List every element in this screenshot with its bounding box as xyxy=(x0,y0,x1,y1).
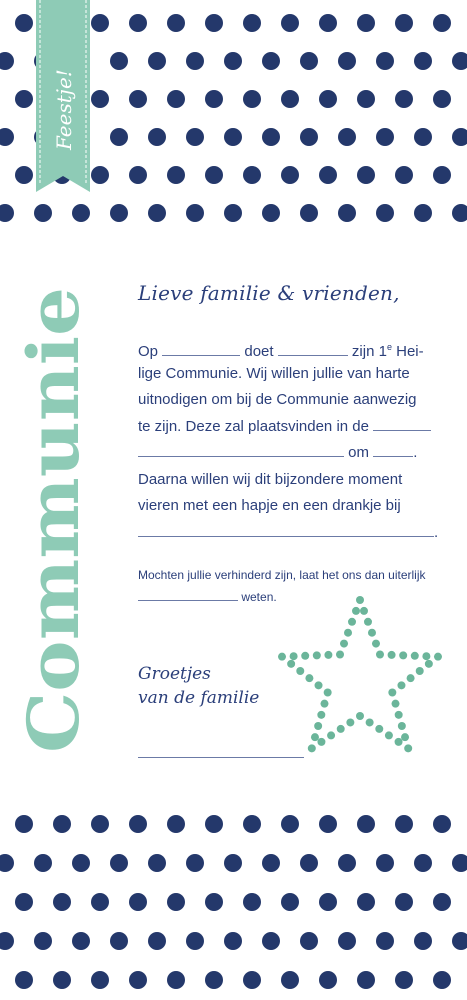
polka-dot xyxy=(110,854,128,872)
polka-dot xyxy=(338,932,356,950)
feestje-ribbon xyxy=(36,0,90,192)
star-dot xyxy=(308,744,316,752)
polka-dot xyxy=(300,204,318,222)
polka-dot xyxy=(452,854,467,872)
star-dot xyxy=(375,725,383,733)
polka-dot xyxy=(205,90,223,108)
polka-dot xyxy=(15,14,33,32)
polka-dot xyxy=(72,932,90,950)
polka-dot xyxy=(72,854,90,872)
star-dot xyxy=(356,712,364,720)
polka-dot xyxy=(53,893,71,911)
star-dot xyxy=(416,667,424,675)
polka-dot xyxy=(110,204,128,222)
polka-dot xyxy=(395,166,413,184)
polka-dot xyxy=(433,815,451,833)
star-dot xyxy=(327,731,335,739)
polka-dot-band-bottom xyxy=(0,800,467,1000)
polka-dot xyxy=(0,52,14,70)
polka-dot xyxy=(414,854,432,872)
star-dot xyxy=(407,674,415,682)
polka-dot xyxy=(91,893,109,911)
polka-dot xyxy=(319,815,337,833)
closing xyxy=(138,662,259,710)
polka-dot xyxy=(167,90,185,108)
star-dot xyxy=(301,652,309,660)
time-blank xyxy=(373,445,413,457)
star-dot xyxy=(388,689,396,697)
text-period: . xyxy=(413,444,418,461)
text-line-4: te zijn. Deze zal plaatsvinden in de xyxy=(138,417,369,435)
polka-dot xyxy=(148,204,166,222)
star-dot xyxy=(376,650,384,658)
polka-dot xyxy=(300,128,318,146)
polka-dot xyxy=(300,52,318,70)
polka-dot xyxy=(319,893,337,911)
polka-dot xyxy=(357,971,375,989)
polka-dot xyxy=(357,90,375,108)
polka-dot xyxy=(300,854,318,872)
polka-dot xyxy=(91,90,109,108)
polka-dot xyxy=(433,893,451,911)
polka-dot xyxy=(452,932,467,950)
polka-dot xyxy=(205,971,223,989)
polka-dot xyxy=(357,14,375,32)
star-dot xyxy=(344,629,352,637)
polka-dot xyxy=(205,815,223,833)
polka-dot xyxy=(338,52,356,70)
polka-dot xyxy=(262,52,280,70)
polka-dot xyxy=(224,204,242,222)
text-doet: doet xyxy=(244,343,274,360)
star-dot xyxy=(324,689,332,697)
star-dot xyxy=(324,651,332,659)
polka-dot xyxy=(376,52,394,70)
polka-dot xyxy=(319,971,337,989)
polka-dot xyxy=(452,128,467,146)
star-dot xyxy=(434,653,442,661)
polka-dot xyxy=(319,90,337,108)
polka-dot xyxy=(0,128,14,146)
star-dot xyxy=(422,652,430,660)
closing-line-2: van de familie xyxy=(138,688,260,708)
polka-dot xyxy=(91,815,109,833)
polka-dot xyxy=(224,52,242,70)
polka-dot xyxy=(414,932,432,950)
polka-dot xyxy=(262,932,280,950)
star-dot xyxy=(340,640,348,648)
star-dot xyxy=(399,651,407,659)
polka-dot xyxy=(167,893,185,911)
polka-dot xyxy=(91,166,109,184)
polka-dot xyxy=(91,971,109,989)
polka-dot xyxy=(414,128,432,146)
communie-vertical-title xyxy=(10,285,90,755)
vertical-title-text: Communie xyxy=(12,329,90,753)
star-dot xyxy=(356,596,364,604)
dotted-star-icon xyxy=(270,590,450,770)
star-dot xyxy=(352,607,360,615)
text-heilige: Hei- xyxy=(396,343,424,360)
polka-dot xyxy=(281,815,299,833)
star-dot xyxy=(425,660,433,668)
polka-dot xyxy=(167,166,185,184)
polka-dot xyxy=(243,90,261,108)
polka-dot xyxy=(205,893,223,911)
polka-dot xyxy=(300,932,318,950)
polka-dot xyxy=(0,204,14,222)
polka-dot xyxy=(186,854,204,872)
star-dot xyxy=(314,722,322,730)
polka-dot xyxy=(110,932,128,950)
polka-dot xyxy=(224,932,242,950)
star-dot xyxy=(348,618,356,626)
polka-dot xyxy=(186,52,204,70)
polka-dot xyxy=(338,128,356,146)
polka-dot xyxy=(15,815,33,833)
polka-dot xyxy=(281,14,299,32)
star-dot xyxy=(397,681,405,689)
location-blank xyxy=(138,445,344,457)
star-dot xyxy=(313,651,321,659)
polka-dot xyxy=(224,128,242,146)
polka-dot xyxy=(452,52,467,70)
rsvp-date-blank xyxy=(138,589,238,601)
polka-dot xyxy=(148,52,166,70)
polka-dot xyxy=(224,854,242,872)
polka-dot xyxy=(262,854,280,872)
polka-dot xyxy=(281,971,299,989)
star-dot xyxy=(404,744,412,752)
polka-dot xyxy=(319,14,337,32)
text-op: Op xyxy=(138,343,159,360)
polka-dot xyxy=(167,14,185,32)
polka-dot xyxy=(148,932,166,950)
polka-dot xyxy=(110,128,128,146)
star-dot xyxy=(317,711,325,719)
polka-dot xyxy=(110,52,128,70)
polka-dot xyxy=(376,204,394,222)
polka-dot xyxy=(15,971,33,989)
text-zijn: zijn 1 xyxy=(351,343,387,360)
polka-dot xyxy=(0,932,14,950)
polka-dot xyxy=(414,52,432,70)
star-dot xyxy=(395,738,403,746)
text-line-2: lige Communie. Wij willen jullie van harte xyxy=(138,364,410,382)
star-dot xyxy=(320,700,328,708)
polka-dot xyxy=(395,14,413,32)
polka-dot xyxy=(395,893,413,911)
polka-dot xyxy=(243,815,261,833)
star-dot xyxy=(315,681,323,689)
star-dot xyxy=(401,733,409,741)
text-line-6: Daarna willen wij dit bijzondere moment xyxy=(138,470,403,488)
polka-dot xyxy=(281,166,299,184)
star-dot xyxy=(392,700,400,708)
polka-dot xyxy=(357,166,375,184)
polka-dot xyxy=(205,14,223,32)
rsvp-line-1: Mochten jullie verhinderd zijn, laat het ons dan uiterlijk xyxy=(138,568,426,582)
polka-dot xyxy=(243,971,261,989)
place-blank xyxy=(373,419,431,431)
polka-dot xyxy=(186,204,204,222)
star-dot xyxy=(411,652,419,660)
ordinal-sup: e xyxy=(386,342,392,352)
text-om: om xyxy=(348,444,370,461)
polka-dot xyxy=(15,893,33,911)
closing-line-1: Groetjes xyxy=(138,664,211,684)
star-dot xyxy=(385,731,393,739)
polka-dot xyxy=(262,128,280,146)
letter-greeting: Lieve familie & vrienden, xyxy=(138,281,400,305)
polka-dot xyxy=(129,166,147,184)
ribbon-label: Feestje! xyxy=(52,69,76,150)
polka-dot xyxy=(357,815,375,833)
text-period-2: . xyxy=(434,523,439,541)
star-dot xyxy=(388,651,396,659)
address-blank xyxy=(138,525,434,537)
polka-dot xyxy=(414,204,432,222)
polka-dot xyxy=(243,14,261,32)
polka-dot xyxy=(186,128,204,146)
polka-dot xyxy=(319,166,337,184)
polka-dot xyxy=(167,971,185,989)
polka-dot xyxy=(433,971,451,989)
polka-dot xyxy=(376,932,394,950)
star-dot xyxy=(337,725,345,733)
polka-dot xyxy=(53,815,71,833)
polka-dot xyxy=(148,854,166,872)
polka-dot xyxy=(205,166,223,184)
polka-dot xyxy=(395,815,413,833)
star-dot xyxy=(366,718,374,726)
rsvp-line-2: weten. xyxy=(241,590,277,604)
polka-dot xyxy=(129,893,147,911)
polka-dot xyxy=(0,854,14,872)
polka-dot xyxy=(167,815,185,833)
polka-dot xyxy=(129,815,147,833)
polka-dot xyxy=(34,932,52,950)
polka-dot xyxy=(129,971,147,989)
polka-dot xyxy=(376,854,394,872)
pronoun-blank xyxy=(278,344,348,356)
polka-dot xyxy=(243,893,261,911)
polka-dot xyxy=(129,14,147,32)
polka-dot xyxy=(433,166,451,184)
polka-dot xyxy=(338,204,356,222)
star-dot xyxy=(290,652,298,660)
polka-dot xyxy=(148,128,166,146)
polka-dot xyxy=(91,14,109,32)
polka-dot xyxy=(376,128,394,146)
star-dot xyxy=(311,733,319,741)
star-dot xyxy=(398,722,406,730)
polka-dot xyxy=(15,166,33,184)
polka-dot xyxy=(186,932,204,950)
star-dot xyxy=(296,667,304,675)
polka-dot xyxy=(395,971,413,989)
star-dot xyxy=(368,629,376,637)
polka-dot xyxy=(72,204,90,222)
star-dot xyxy=(287,660,295,668)
polka-dot xyxy=(243,166,261,184)
text-line-7: vieren met een hapje en een drankje bij xyxy=(138,497,401,514)
polka-dot xyxy=(262,204,280,222)
polka-dot xyxy=(281,893,299,911)
polka-dot xyxy=(129,90,147,108)
star-dot xyxy=(364,618,372,626)
polka-dot xyxy=(53,971,71,989)
star-dot xyxy=(346,718,354,726)
star-dot xyxy=(336,650,344,658)
polka-dot xyxy=(338,854,356,872)
polka-dot xyxy=(395,90,413,108)
star-dot xyxy=(395,711,403,719)
polka-dot xyxy=(433,14,451,32)
star-dot xyxy=(305,674,313,682)
polka-dot xyxy=(34,204,52,222)
polka-dot xyxy=(34,854,52,872)
polka-dot xyxy=(452,204,467,222)
polka-dot xyxy=(433,90,451,108)
polka-dot xyxy=(15,90,33,108)
star-dot xyxy=(372,640,380,648)
polka-dot xyxy=(357,893,375,911)
invitation-paragraph xyxy=(138,334,442,546)
star-dot xyxy=(317,738,325,746)
polka-dot xyxy=(281,90,299,108)
star-dot xyxy=(360,607,368,615)
name-blank xyxy=(162,344,240,356)
text-line-3: uitnodigen om bij de Communie aanwezig xyxy=(138,391,417,408)
star-dot xyxy=(278,653,286,661)
